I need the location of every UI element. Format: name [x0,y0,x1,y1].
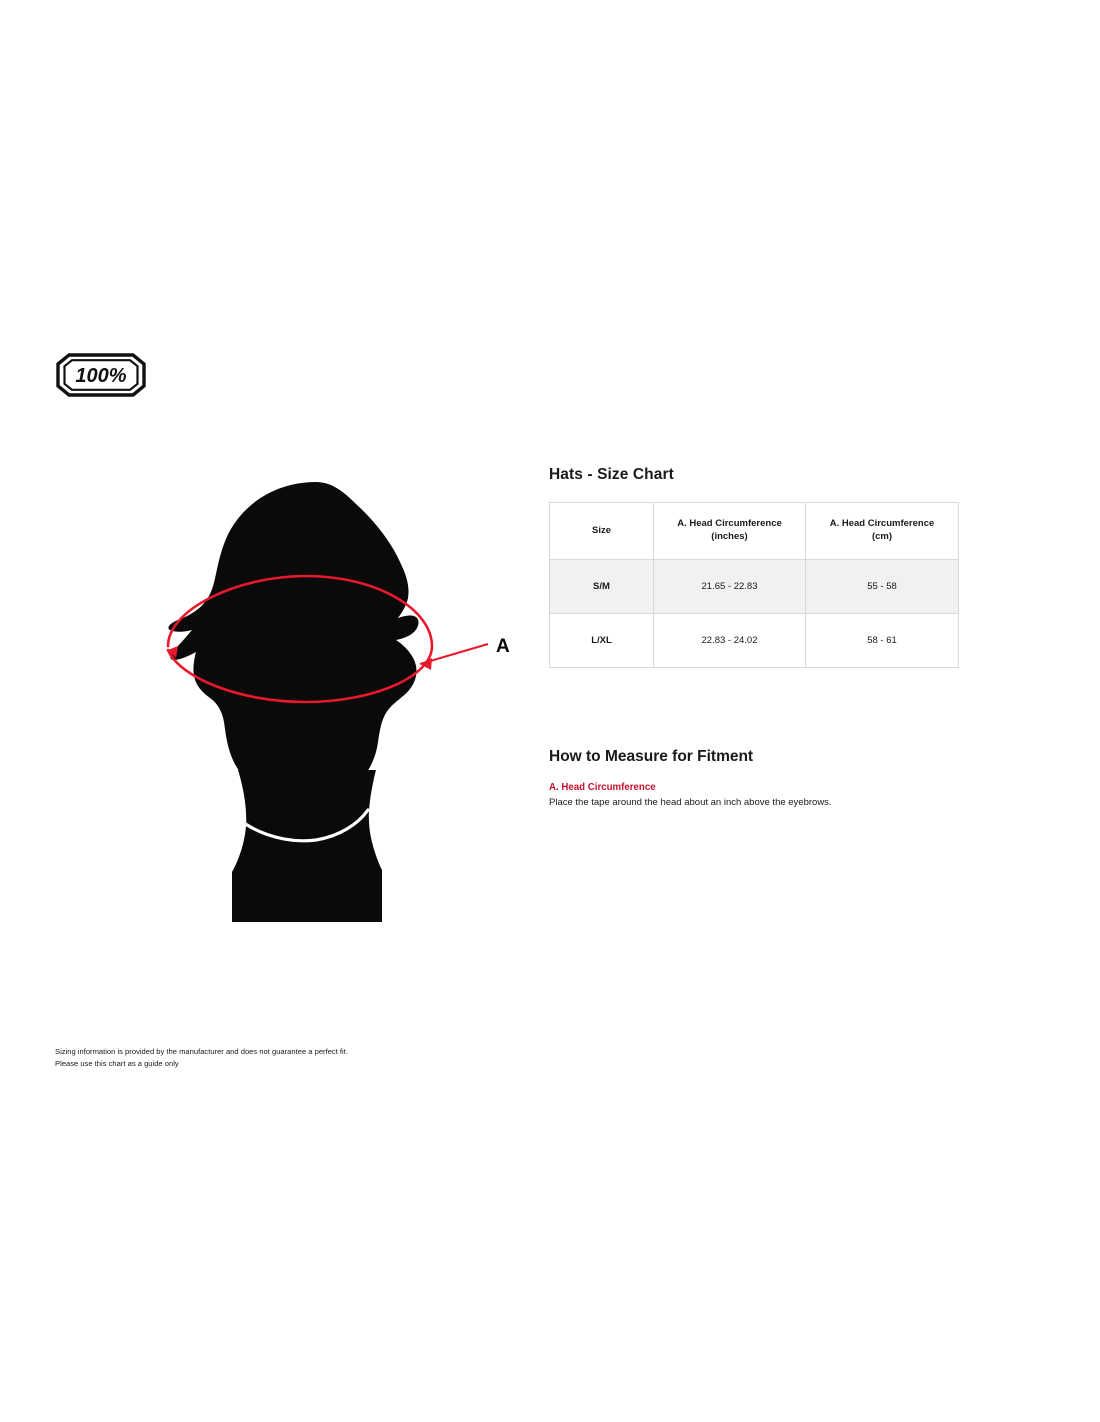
cell-size: L/XL [550,614,654,668]
column-header-inches-line2: (inches) [711,531,748,542]
how-to-measure-title: How to Measure for Fitment [549,748,754,765]
cell-inches: 22.83 - 24.02 [654,614,806,668]
logo-wordmark: 100% [75,365,127,387]
table-row [550,614,959,668]
how-to-measure-item [549,782,849,810]
cell-inches: 21.65 - 22.83 [654,560,806,614]
column-header-inches [654,503,806,560]
measure-item-label: A. Head Circumference [549,782,656,793]
disclaimer-line-2: Please use this chart as a guide only [55,1058,179,1068]
table-row [550,560,959,614]
disclaimer-line-1: Sizing information is provided by the manufacturer and does not guarantee a perfect fit. [55,1047,348,1056]
brand-logo [55,352,147,398]
column-header-cm-line1: A. Head Circumference [829,518,935,530]
head-illustration [120,470,540,940]
size-chart-table [549,502,959,668]
cell-size: S/M [550,560,654,614]
column-header-cm [806,503,959,560]
cell-cm: 58 - 61 [806,614,959,668]
column-header-size-line1: Size [591,524,611,536]
size-chart-title: Hats - Size Chart [549,466,674,483]
callout-label-a: A [496,636,510,657]
column-header-size [550,503,654,560]
column-header-inches-line1: A. Head Circumference [677,518,782,530]
head-silhouette [168,482,418,802]
measure-item-text: Place the tape around the head about an inch above the eyebrows. [549,797,832,808]
table-header-row [550,503,959,560]
column-header-cm-line2: (cm) [871,531,893,542]
disclaimer [55,1046,475,1070]
cell-cm: 55 - 58 [806,560,959,614]
